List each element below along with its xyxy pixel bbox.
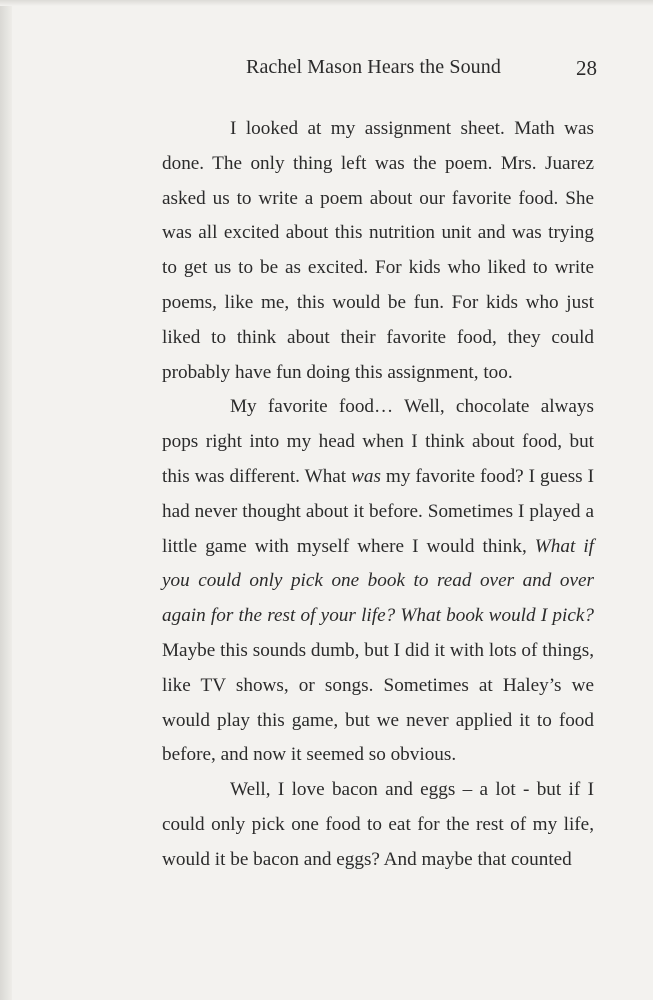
paragraph-1: [162, 112, 594, 390]
running-header: [0, 52, 653, 86]
paragraph-2-text-b: my favorite food? I guess I had never thought about it before. Sometimes I played a little game with myself where I would think,: [162, 465, 594, 557]
paragraph-2: [162, 390, 594, 773]
emphasis-was: was: [351, 465, 381, 487]
book-title-header: Rachel Mason Hears the Sound: [246, 56, 501, 78]
scan-edge-top: [0, 0, 653, 6]
paragraph-2-text-c: Maybe this sounds dumb, but I did it with lots of things, like TV shows, or songs. Sometimes at Haley’s we would play this game, but we never applied it to food before, and now it seemed so obvious.: [162, 639, 594, 766]
paragraph-3: [162, 773, 594, 877]
body-text: [162, 112, 594, 878]
scan-edge: [0, 0, 12, 1000]
paragraph-1-text: I looked at my assignment sheet. Math was done. The only thing left was the poem. Mrs. Juarez asked us to write a poem about our favorite food. She was all excited about this nutrition unit and was trying to get us to be as excited. For kids who liked to write poems, like me, this would be fun. For kids who just liked to think about their favorite food, they could probably have fun doing this assignment, too.: [162, 118, 594, 383]
paragraph-2-text-a: My favorite food… Well, chocolate always pops right into my head when I think about food, but this was different. What: [162, 396, 594, 487]
paragraph-3-text: Well, I love bacon and eggs – a lot - but if I could only pick one food to eat for the rest of my life, would it be bacon and eggs? And maybe that counted: [162, 779, 594, 870]
page-number: 28: [576, 56, 597, 80]
italic-thought: What if you could only pick one book to read over and over again for the rest of your life? What book would I pick?: [162, 535, 594, 627]
